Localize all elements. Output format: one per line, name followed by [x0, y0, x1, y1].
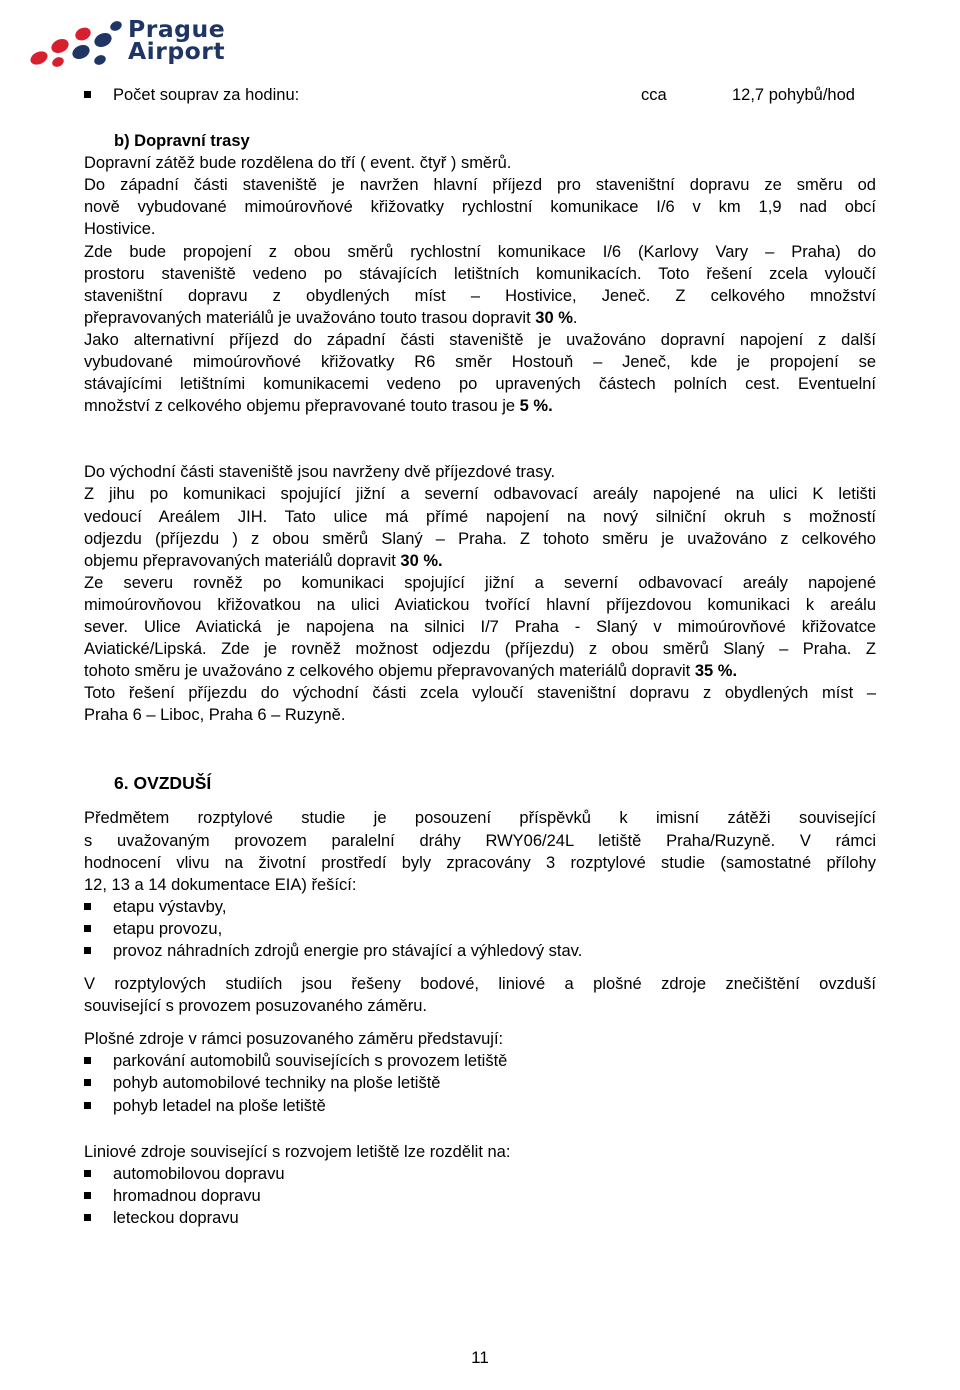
paragraph-line: Hostivice.: [84, 220, 156, 239]
percentage-value: 5 %.: [519, 397, 553, 416]
paragraph-line: [84, 550, 876, 572]
logo-wordmark: [128, 15, 226, 65]
paragraph-line: s uvažovaným provozem paralelní dráhy RWY06/24L letiště Praha/Ruzyně. V rámci: [84, 831, 876, 850]
section-heading: 6. OVZDUŠÍ: [114, 773, 212, 794]
paragraph-line: mimoúrovňovou křižovatkou na ulici Aviatickou tvořící hlavní příjezdovou komunikaci k areálu: [84, 595, 876, 614]
logo-line-2: Airport: [128, 37, 226, 65]
list-item: leteckou dopravu: [84, 1207, 876, 1229]
paragraph-line: Do východní části staveniště jsou navrženy dvě příjezdové trasy.: [84, 463, 556, 482]
trains-per-hour-value: 12,7 pohybů/hod: [732, 86, 855, 104]
prague-airport-logo: [28, 15, 268, 68]
list-item: provoz náhradních zdrojů energie pro stávající a výhledový stav.: [84, 940, 876, 962]
list-item: automobilovou dopravu: [84, 1163, 876, 1185]
list-item: parkování automobilů souvisejících s provozem letiště: [84, 1050, 876, 1072]
percentage-value: 30 %.: [400, 551, 443, 570]
paragraph-line: 12, 13 a 14 dokumentace EIA) řešící:: [84, 875, 357, 894]
list-item: hromadnou dopravu: [84, 1185, 876, 1207]
paragraph-line: V rozptylových studiích jsou řešeny bodové, liniové a plošné zdroje znečištění ovzduší: [84, 975, 876, 994]
list-item: pohyb automobilové techniky na ploše letiště: [84, 1072, 876, 1094]
paragraph-line: Předmětem rozptylové studie je posouzení příspěvků k imisní zátěži související: [84, 809, 876, 828]
paragraph-line: Jako alternativní příjezd do západní části staveniště je uvažováno dopravní napojení z další: [84, 330, 876, 349]
percentage-value: 35 %.: [694, 662, 738, 681]
percentage-value: 30 %: [535, 308, 573, 327]
paragraph-line: Do západní části staveniště je navržen hlavní příjezd pro staveništní dopravu ze směru od: [84, 176, 876, 195]
list-item: etapu provozu,: [84, 918, 876, 940]
list-item: etapu výstavby,: [84, 896, 876, 918]
paragraph-line: související s provozem posuzovaného záměru.: [84, 997, 428, 1016]
paragraph-line: vybudované mimoúrovňové křižovatky R6 směr Hostouň – Jeneč, kde je propojení se: [84, 353, 876, 372]
trains-per-hour-approx: cca: [641, 86, 667, 104]
paragraph-line: Dopravní zátěž bude rozdělena do tří ( event. čtyř ) směrů.: [84, 154, 512, 173]
paragraph-line: [84, 395, 876, 417]
subsection-heading: b) Dopravní trasy: [114, 132, 250, 151]
paragraph-line: hodnocení vlivu na životní prostředí byly zpracovány 3 rozptylové studie (samostatné přílohy: [84, 853, 876, 872]
text-run: objemu přepravovaných materiálů dopravit: [84, 551, 401, 570]
paragraph-line: nově vybudované mimoúrovňové křižovatky rychlostní komunikace I/6 v km 1,9 nad obcí: [84, 198, 876, 217]
paragraph-line: Toto řešení příjezdu do východní části zcela vyloučí staveništní dopravu z obydlených míst –: [84, 684, 876, 703]
document-body: [84, 84, 876, 1229]
text-run: přepravovaných materiálů je uvažováno touto trasou dopravit: [84, 308, 536, 327]
paragraph-line: prostoru staveniště vedeno po stávajících letištních komunikacích. Toto řešení zcela vyloučí: [84, 264, 876, 283]
paragraph-line: Z jihu po komunikaci spojující jižní a severní odbavovací areály napojené na ulici K letišti: [84, 485, 876, 504]
text-run: množství z celkového objemu přepravované touto trasou je: [84, 397, 520, 416]
paragraph-line: staveništní dopravu z obydlených míst – Hostivice, Jeneč. Z celkového množství: [84, 286, 876, 305]
text-run: tohoto směru je uvažováno z celkového objemu přepravovaných materiálů dopravit: [84, 662, 695, 681]
list-item: pohyb letadel na ploše letiště: [84, 1095, 876, 1117]
logo-line-1: Prague: [128, 15, 226, 43]
text-run: .: [572, 308, 578, 327]
trains-per-hour-row: [84, 84, 876, 106]
paragraph-line: vedoucí Areálem JIH. Tato ulice má přímé napojení na nový silniční okruh s možností: [84, 507, 876, 526]
paragraph-line: Ze severu rovněž po komunikaci spojující jižní a severní odbavovací areály napojené: [84, 573, 876, 592]
paragraph-line: Liniové zdroje související s rozvojem letiště lze rozdělit na:: [84, 1142, 511, 1161]
page-number: 11: [471, 1348, 489, 1367]
paragraph-line: odjezdu (příjezdu ) z obou směrů Slaný – Praha. Z tohoto směru je uvažováno z celkového: [84, 529, 876, 548]
paragraph-line: stávajícími letištními komunikacemi vedeno po upravených částech polních cest. Eventuelní: [84, 375, 876, 394]
paragraph-line: Plošné zdroje v rámci posuzovaného záměru představují:: [84, 1030, 504, 1049]
paragraph-line: Praha 6 – Liboc, Praha 6 – Ruzyně.: [84, 706, 346, 725]
paragraph-line: [84, 307, 876, 329]
paragraph-line: Aviatické/Lipská. Zde je rovněž možnost odjezdu (příjezdu) z obou směrů Slaný – Praha. Z: [84, 640, 876, 659]
trains-per-hour-label: Počet souprav za hodinu:: [113, 86, 300, 104]
paragraph-line: [84, 660, 876, 682]
airport-logo-icon: [28, 18, 128, 68]
paragraph-line: sever. Ulice Aviatická je napojena na silnici I/7 Praha - Slaný v mimoúrovňové křižovatce: [84, 617, 876, 636]
paragraph-line: Zde bude propojení z obou směrů rychlostní komunikace I/6 (Karlovy Vary – Praha) do: [84, 242, 876, 261]
